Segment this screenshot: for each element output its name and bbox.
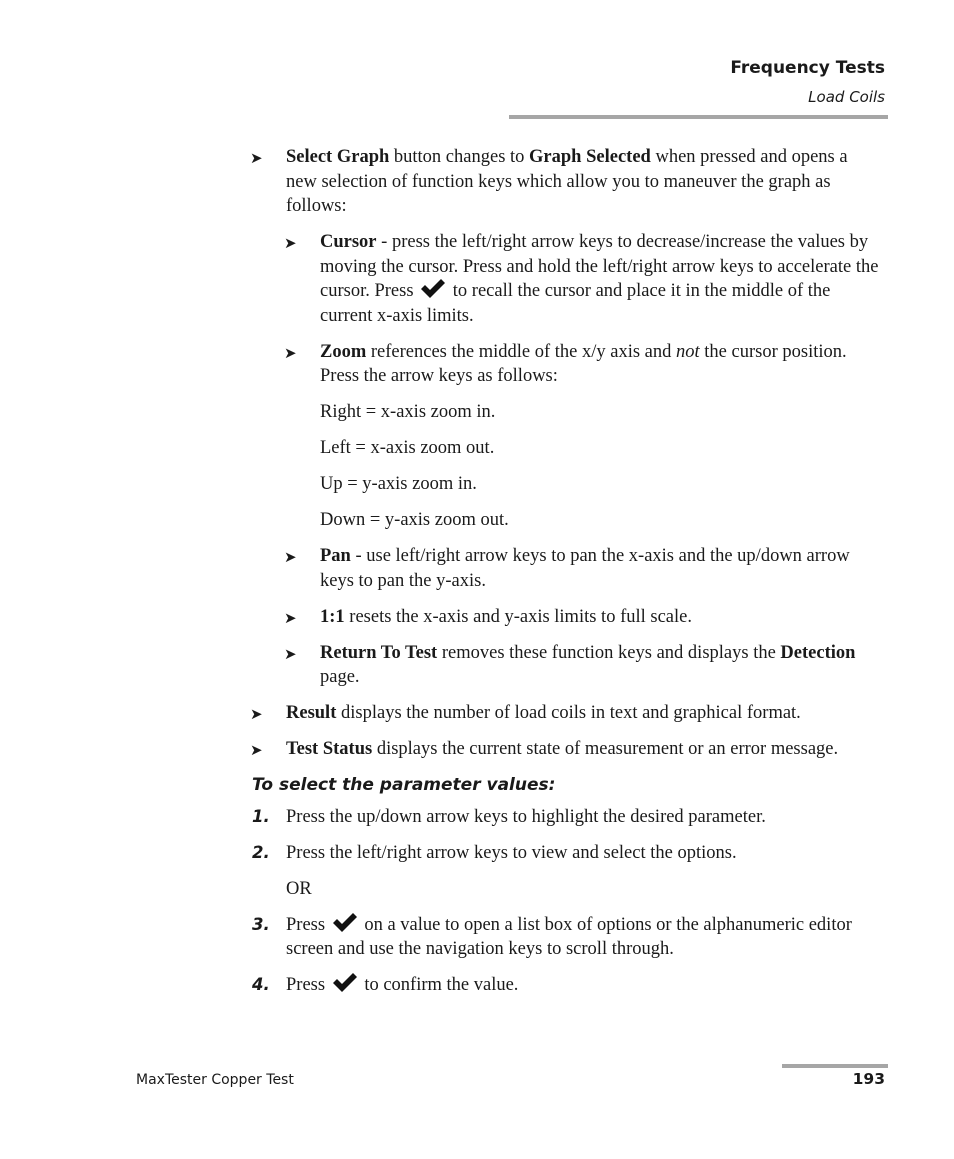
bullet-pan: [284, 544, 880, 593]
procedure-title: To select the parameter values:: [252, 775, 556, 795]
text: - use left/right arrow keys to pan the x-axis and the up/down arrow keys to pan the y-axis.: [320, 546, 850, 591]
bullet-cursor: [284, 230, 880, 328]
page-number: 193: [852, 1070, 885, 1088]
step-text: Press the up/down arrow keys to highlight the desired parameter.: [286, 806, 766, 827]
text: button changes to: [389, 147, 530, 167]
term-test-status: Test Status: [286, 739, 373, 759]
arrowhead-bullet-icon: ➤: [284, 345, 297, 362]
step-4: [250, 973, 880, 998]
text: page.: [320, 667, 360, 687]
arrowhead-bullet-icon: ➤: [284, 646, 297, 663]
checkmark-icon: [420, 279, 446, 299]
step-number: 3.: [252, 914, 270, 934]
arrowhead-bullet-icon: ➤: [284, 236, 297, 252]
step-number: 1.: [252, 806, 270, 826]
step-text: Press: [286, 975, 330, 995]
term-graph-selected: Graph Selected: [529, 147, 651, 167]
term-result: Result: [286, 703, 337, 723]
page-body: [250, 145, 880, 1009]
text: displays the number of load coils in text and graphical format.: [336, 703, 801, 723]
term-zoom: Zoom: [320, 341, 367, 362]
term-select-graph: Select Graph: [286, 147, 390, 167]
step-text: on a value to open a list box of options or the alphanumeric editor screen and use the navigation keys to scroll through.: [286, 914, 852, 959]
bullet-return-to-test: [284, 641, 880, 690]
arrowhead-bullet-icon: ➤: [250, 743, 263, 759]
bullet-one-to-one: [284, 605, 880, 630]
arrowhead-bullet-icon: ➤: [284, 550, 297, 566]
text: the cursor position. Press the arrow keys as follows:: [320, 341, 847, 386]
term-one-to-one: 1:1: [320, 606, 345, 627]
step-2: [250, 841, 880, 866]
zoom-line-right: Right = x-axis zoom in.: [320, 402, 496, 422]
checkmark-icon: [332, 973, 358, 993]
term-pan: Pan: [320, 546, 351, 566]
bullet-zoom: [284, 340, 880, 389]
text: removes these function keys and displays the: [437, 642, 781, 663]
step-number: 4.: [252, 975, 270, 994]
footer-product-name: MaxTester Copper Test: [136, 1072, 294, 1088]
footer-rule: [782, 1064, 888, 1068]
step-3: [250, 913, 880, 962]
running-header-title: Frequency Tests: [730, 58, 885, 78]
term-return-to-test: Return To Test: [320, 642, 438, 663]
arrowhead-bullet-icon: ➤: [250, 151, 263, 167]
text: displays the current state of measurement or an error message.: [372, 739, 839, 759]
term-detection: Detection: [780, 642, 856, 663]
step-text: Press: [286, 914, 330, 935]
text: references the middle of the x/y axis and: [366, 341, 677, 362]
text: when pressed and opens a new selection of function keys which allow you to maneuver the graph as follows:: [286, 147, 848, 216]
header-rule: [509, 115, 888, 119]
text: resets the x-axis and y-axis limits to full scale.: [344, 606, 692, 627]
zoom-line-down: Down = y-axis zoom out.: [320, 510, 509, 530]
step-text: Press the left/right arrow keys to view and select the options.: [286, 842, 737, 863]
zoom-line-left: Left = x-axis zoom out.: [320, 438, 495, 458]
emphasis-not: not: [676, 341, 700, 362]
bullet-test-status: [250, 737, 880, 762]
step-1: [250, 805, 880, 830]
zoom-line-up: Up = y-axis zoom in.: [320, 474, 477, 494]
text: to recall the cursor and place it in the middle of the current x-axis limits.: [320, 281, 831, 326]
arrowhead-bullet-icon: ➤: [250, 707, 263, 723]
term-cursor: Cursor: [320, 232, 377, 252]
step-text: to confirm the value.: [359, 975, 519, 995]
running-header-subtitle: Load Coils: [808, 88, 885, 106]
or-separator: OR: [286, 878, 312, 899]
bullet-select-graph: [250, 145, 880, 219]
bullet-result: [250, 701, 880, 726]
checkmark-icon: [332, 913, 358, 933]
arrowhead-bullet-icon: ➤: [284, 610, 297, 627]
text: - press the left/right arrow keys to decrease/increase the values by moving the cursor. Press and hold the left/right arrow keys to accelerate the cursor. Press: [320, 232, 879, 301]
step-number: 2.: [252, 842, 270, 862]
